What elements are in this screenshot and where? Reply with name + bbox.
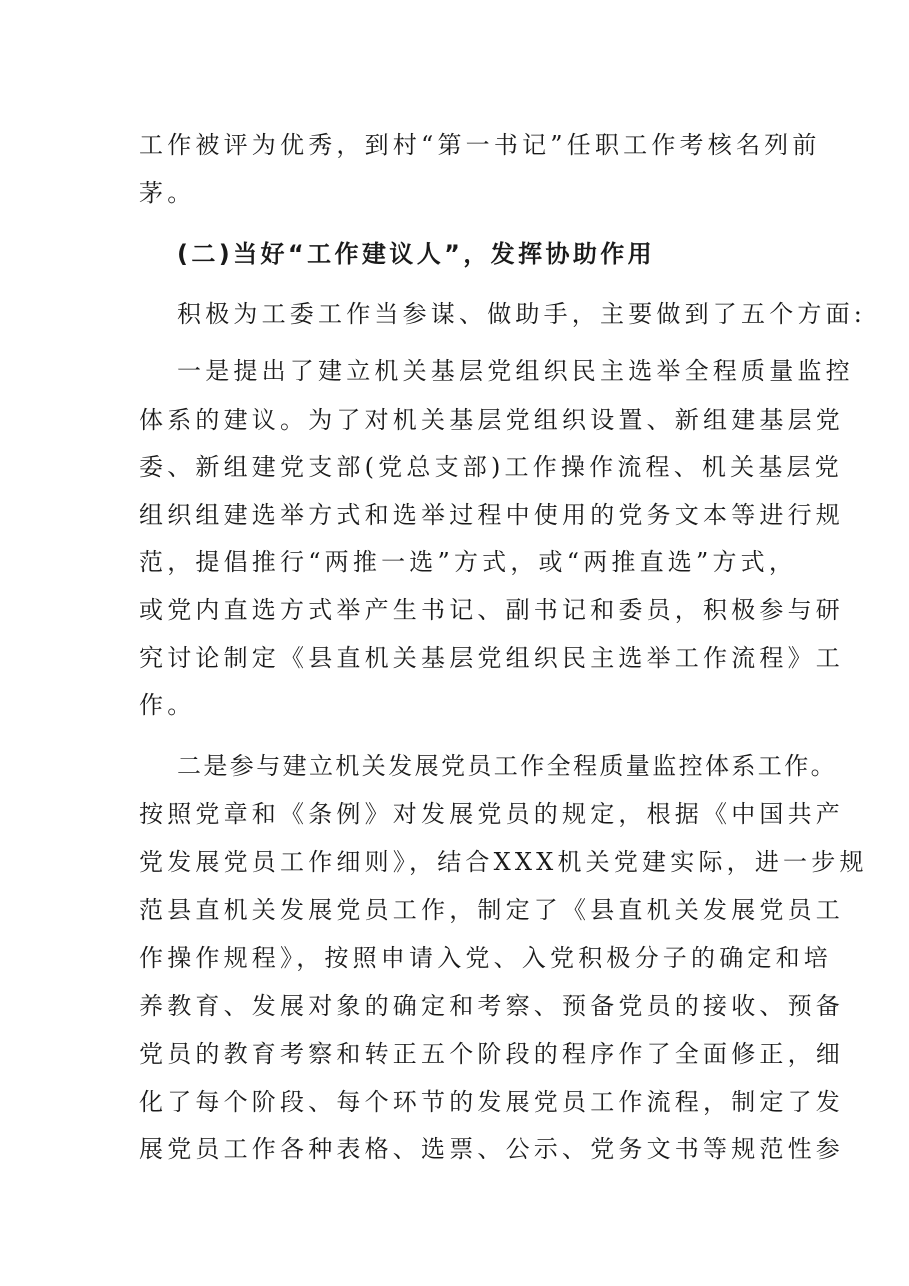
text-line: 党发展党员工作细则》，结合XXX机关党建实际，进一步规 [139,848,868,876]
text-line: 党员的教育考察和转正五个阶段的程序作了全面修正，细 [139,1040,844,1068]
text-line: 作。 [139,691,196,719]
text-line: 积极为工委工作当参谋、做助手，主要做到了五个方面: [177,300,867,328]
text-line: 体系的建议。为了对机关基层党组织设置、新组建基层党 [139,406,844,434]
text-line: 一是提出了建立机关基层党组织民主选举全程质量监控 [177,357,854,385]
section-heading: (二)当好“工作建议人”，发挥协助作用 [177,240,656,268]
text-line: 组织组建选举方式和选举过程中使用的党务文本等进行规 [139,501,844,529]
text-line: 或党内直选方式举产生书记、副书记和委员，积极参与研 [139,596,844,624]
text-line: 养教育、发展对象的确定和考察、预备党员的接收、预备 [139,992,844,1020]
text-line: 委、新组建党支部(党总支部)工作操作流程、机关基层党 [139,453,843,481]
text-line: 范县直机关发展党员工作，制定了《县直机关发展党员工 [139,896,844,924]
text-line: 工作被评为优秀，到村“第一书记”任职工作考核名列前 [139,131,821,159]
text-line: 展党员工作各种表格、选票、公示、党务文书等规范性参 [139,1135,844,1163]
text-line: 作操作规程》，按照申请入党、入党积极分子的确定和培 [139,944,832,972]
text-line: 茅。 [139,179,196,207]
text-line: 究讨论制定《县直机关基层党组织民主选举工作流程》工 [139,644,844,672]
text-line: 按照党章和《条例》对发展党员的规定，根据《中国共产 [139,800,844,828]
text-line: 二是参与建立机关发展党员工作全程质量监控体系工作。 [177,752,837,780]
text-line: 化了每个阶段、每个环节的发展党员工作流程，制定了发 [139,1088,844,1116]
text-line: 范，提倡推行“两推一选”方式，或“两推直选”方式， [139,548,798,576]
